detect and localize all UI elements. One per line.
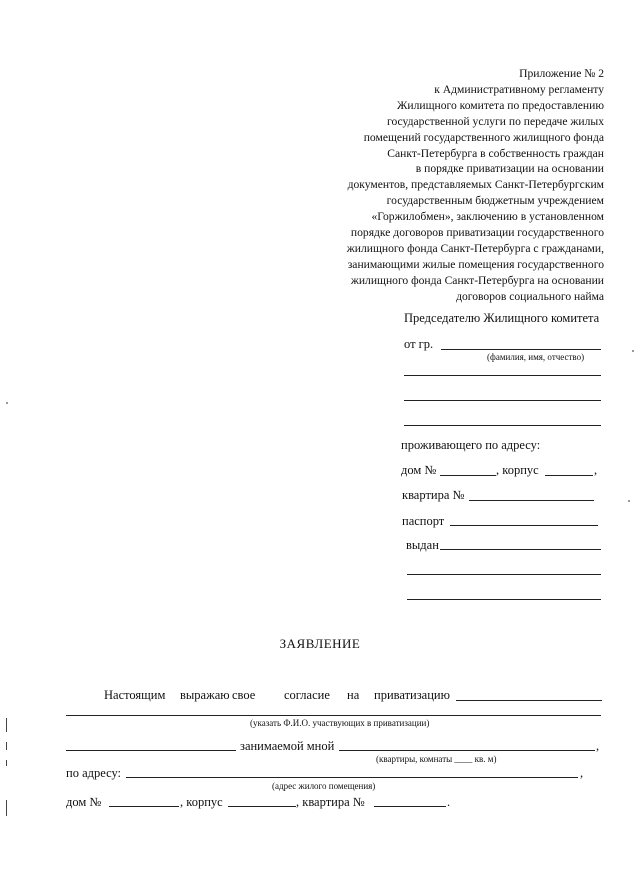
appendix-line: помещений государственного жилищного фонда — [363, 130, 604, 144]
privatization-subject-field[interactable] — [456, 700, 602, 701]
period-text: . — [447, 795, 451, 809]
appendix-line: к Административному регламенту — [434, 82, 604, 96]
appendix-line: государственной услуги по передаче жилых — [387, 114, 604, 128]
comma-text: , — [594, 463, 598, 477]
appendix-line: Приложение № 2 — [519, 67, 604, 80]
apartment-label: квартира № — [402, 488, 465, 502]
appendix-line: жилищного фонда Санкт-Петербурга с гражданами, — [346, 241, 604, 255]
issued-field-line-3[interactable] — [407, 599, 601, 600]
addressee-to: Председателю Жилищного комитета — [404, 311, 600, 325]
participants-field[interactable] — [66, 715, 601, 716]
scan-artifact — [6, 800, 7, 816]
fio-field-line-2[interactable] — [404, 375, 601, 376]
appendix-header — [284, 66, 604, 305]
appendix-line: «Горжилобмен», заключению в установленном — [371, 210, 604, 224]
appendix-line: Санкт-Петербурга в собственность граждан — [387, 146, 604, 160]
house-label: дом № — [401, 463, 437, 477]
issued-label: выдан — [406, 538, 439, 552]
issued-field[interactable] — [440, 549, 601, 550]
apartment-label: , квартира № — [296, 795, 365, 809]
appendix-line: Жилищного комитета по предоставлению — [396, 98, 604, 112]
apartment-field[interactable] — [469, 500, 594, 501]
appendix-line: документов, представляемых Санкт-Петербургским — [347, 178, 604, 192]
from-label: от гр. — [404, 337, 434, 351]
corpus-label: , корпус — [496, 463, 539, 477]
statement-word: на — [347, 688, 360, 702]
document-title: ЗАЯВЛЕНИЕ — [279, 636, 361, 651]
scan-artifact — [6, 742, 7, 750]
participants-field-line-2[interactable] — [66, 750, 236, 751]
comma-text: , — [596, 739, 600, 753]
apartment-field[interactable] — [374, 806, 446, 807]
fio-hint: (фамилия, имя, отчество) — [487, 352, 585, 362]
residing-label: проживающего по адресу: — [401, 438, 541, 452]
statement-word: Настоящим — [104, 688, 166, 702]
statement-word: свое — [232, 688, 256, 702]
appendix-line: занимающими жилые помещения государственного — [347, 257, 604, 271]
house-field[interactable] — [440, 475, 496, 476]
corpus-field[interactable] — [545, 475, 593, 476]
appendix-line: договоров социального найма — [456, 289, 604, 303]
occupied-label: занимаемой мной — [240, 739, 335, 753]
appendix-line: государственным бюджетным учреждением — [386, 194, 604, 208]
address-hint: (адрес жилого помещения) — [272, 781, 376, 791]
passport-label: паспорт — [402, 514, 445, 528]
apartment-hint: (квартиры, комнаты ____ кв. м) — [376, 754, 497, 764]
appendix-line: жилищного фонда Санкт-Петербурга на основании — [350, 273, 604, 287]
appendix-line: в порядке приватизации на основании — [415, 162, 604, 176]
scan-artifact — [6, 718, 7, 732]
corpus-field[interactable] — [228, 806, 296, 807]
scan-artifact — [6, 402, 8, 404]
house-field[interactable] — [109, 806, 179, 807]
statement-word: выражаю — [180, 688, 230, 702]
address-field[interactable] — [126, 777, 578, 778]
comma-text: , — [580, 766, 584, 780]
apartment-type-field[interactable] — [339, 750, 595, 751]
scan-artifact — [632, 350, 634, 352]
corpus-label: , корпус — [180, 795, 223, 809]
address-label: по адресу: — [66, 766, 122, 780]
fio-field-line-3[interactable] — [404, 400, 601, 401]
appendix-line: порядке договоров приватизации государственного — [350, 226, 604, 240]
scan-artifact — [6, 760, 7, 766]
house-label: дом № — [66, 795, 102, 809]
scan-artifact — [628, 500, 630, 502]
fio-field[interactable] — [441, 349, 601, 350]
passport-field[interactable] — [450, 525, 598, 526]
statement-word: согласие — [284, 688, 330, 702]
participants-hint: (указать Ф.И.О. участвующих в приватизации) — [250, 718, 430, 728]
statement-word: приватизацию — [374, 688, 450, 702]
issued-field-line-2[interactable] — [407, 574, 601, 575]
fio-field-line-4[interactable] — [404, 425, 601, 426]
